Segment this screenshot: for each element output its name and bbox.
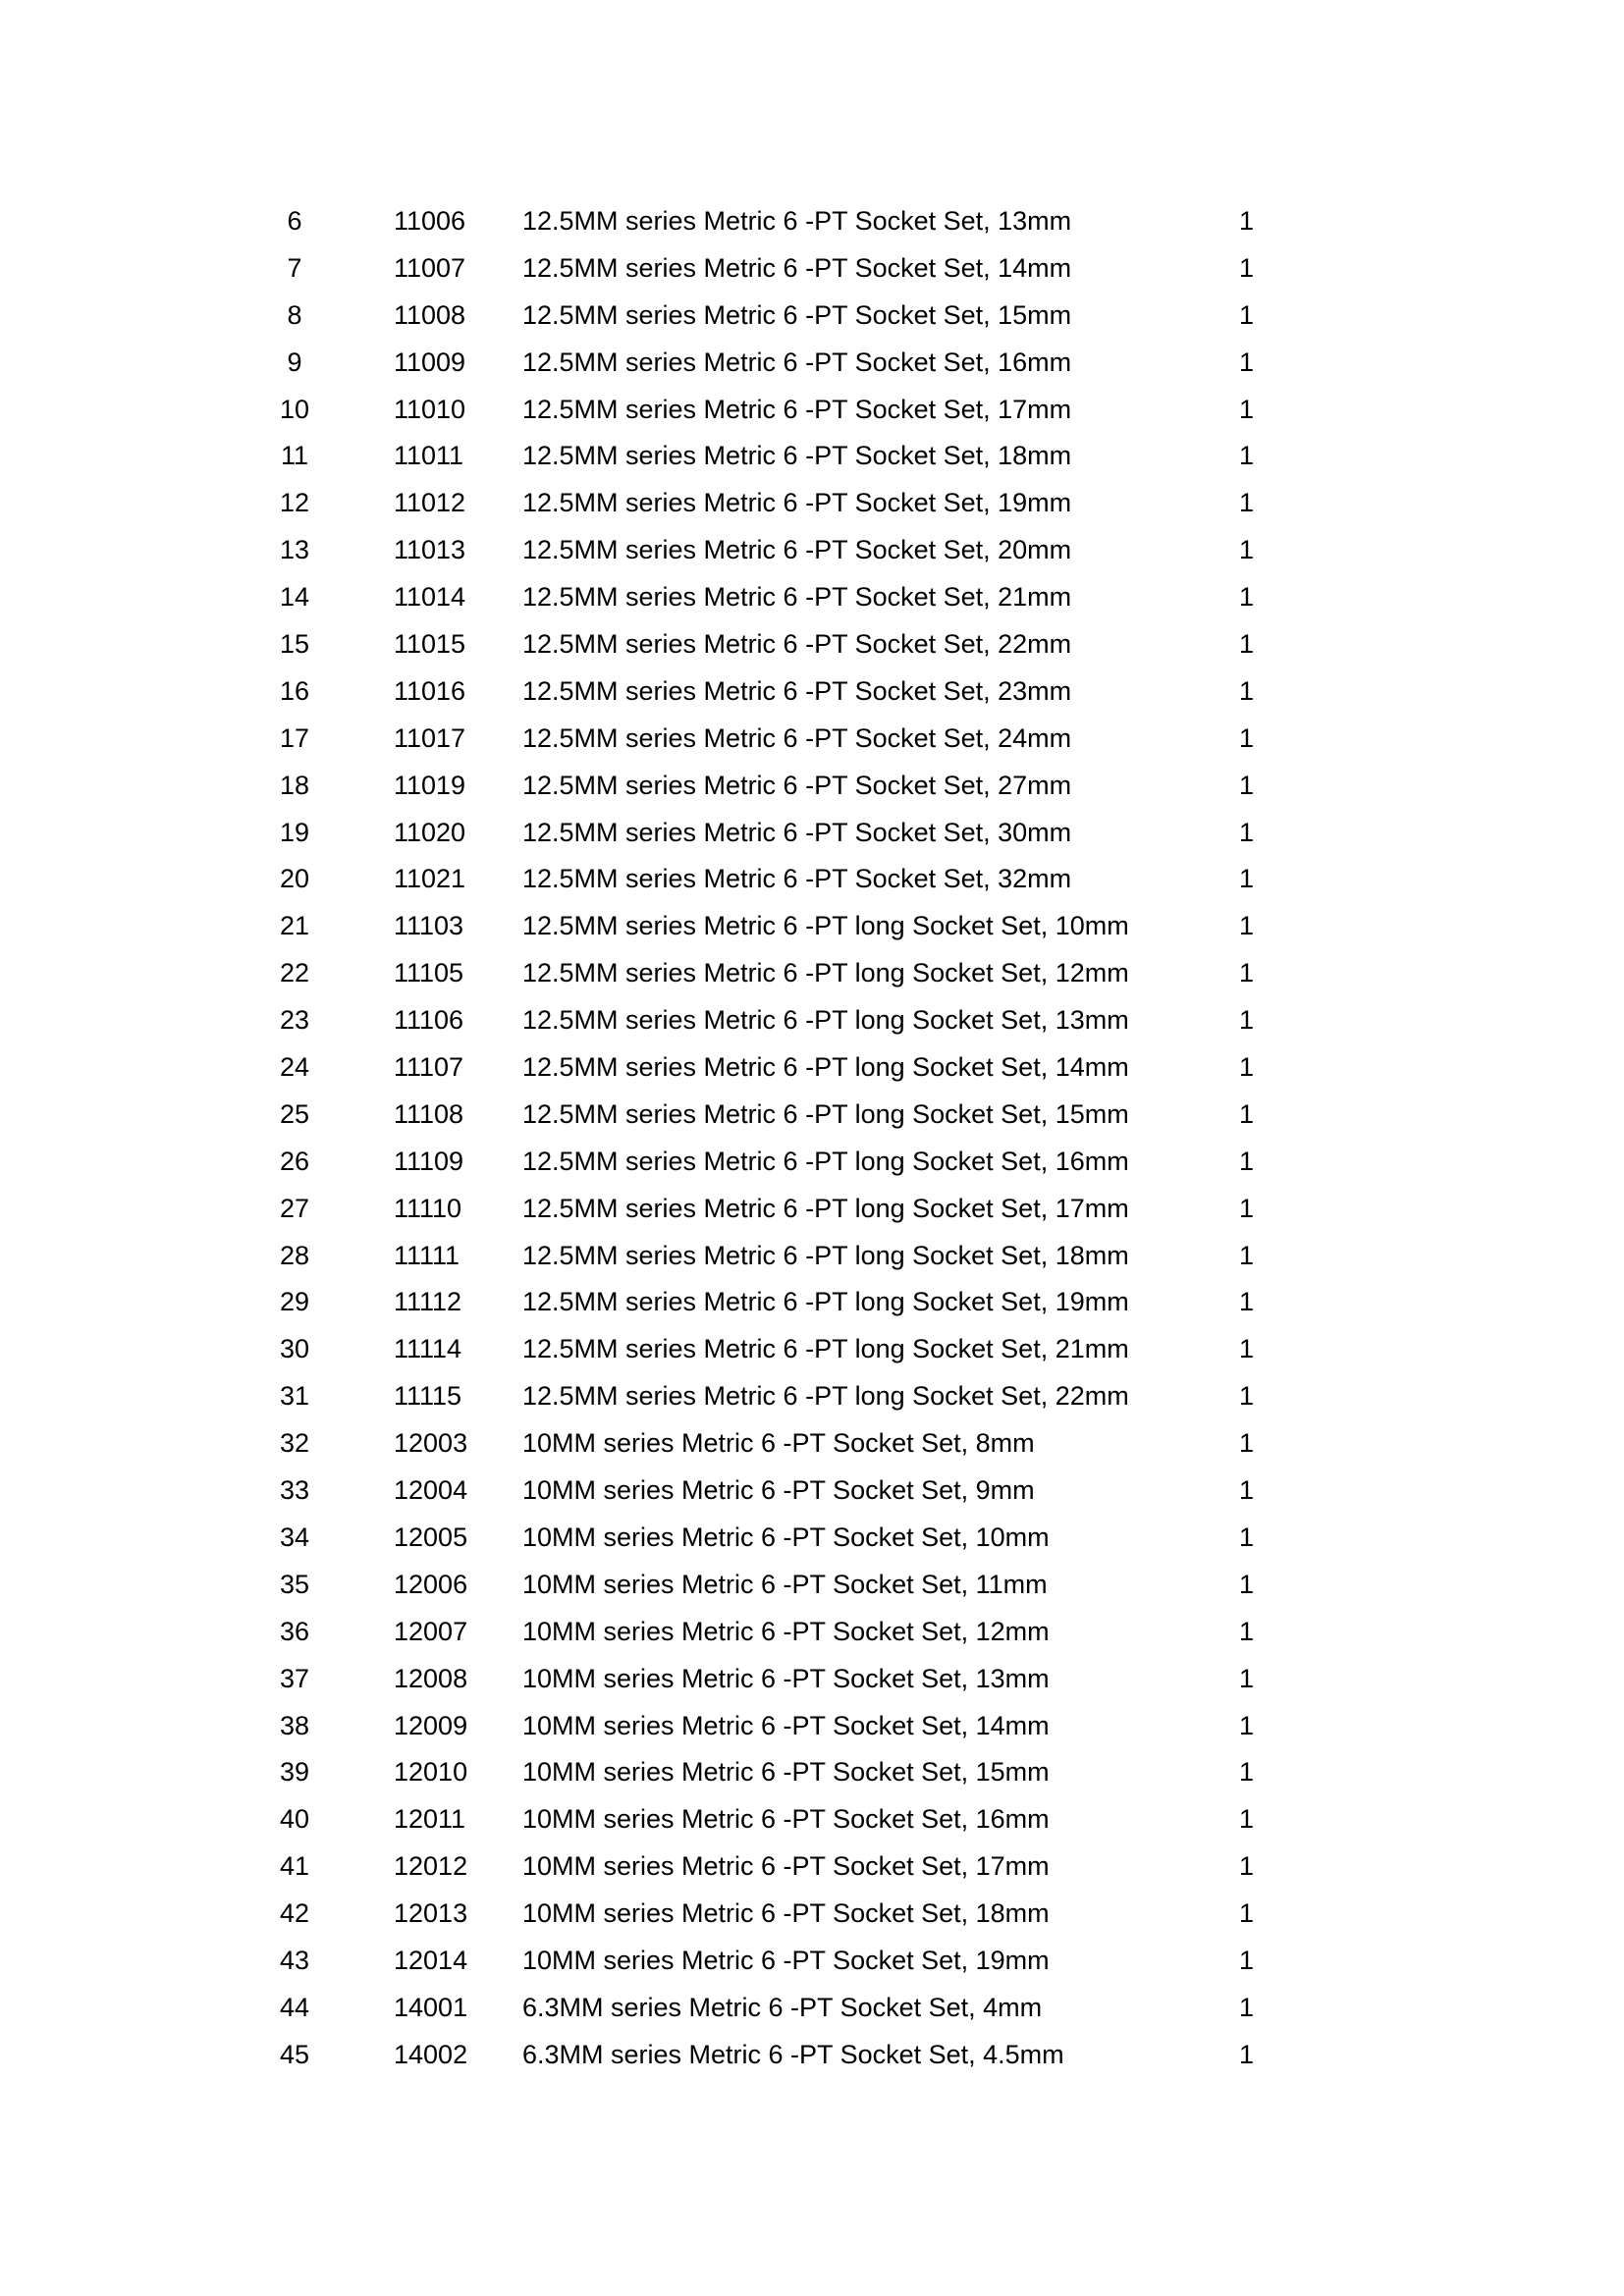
item-number: 32 [279, 1428, 310, 1459]
table-row [0, 950, 1624, 997]
quantity: 1 [1239, 1098, 1255, 1129]
part-description: 12.5MM series Metric 6 -PT Socket Set, 19mm [522, 488, 1072, 518]
quantity: 1 [1239, 911, 1255, 941]
item-number: 33 [279, 1475, 310, 1506]
part-description: 12.5MM series Metric 6 -PT long Socket Set, 12mm [522, 958, 1129, 988]
table-row [0, 1373, 1624, 1420]
table-row [0, 574, 1624, 621]
part-description: 12.5MM series Metric 6 -PT Socket Set, 20mm [522, 535, 1072, 565]
item-number: 6 [287, 206, 302, 236]
part-description: 12.5MM series Metric 6 -PT long Socket Set, 19mm [522, 1287, 1129, 1317]
table-row [0, 245, 1624, 293]
quantity: 1 [1239, 675, 1255, 706]
item-number: 34 [279, 1522, 310, 1552]
item-number: 35 [279, 1569, 310, 1599]
table-row [0, 997, 1624, 1044]
quantity: 1 [1239, 1804, 1255, 1835]
quantity: 1 [1239, 1334, 1255, 1364]
table-row [0, 1420, 1624, 1468]
table-row [0, 1044, 1624, 1092]
table-row [0, 198, 1624, 245]
part-description: 12.5MM series Metric 6 -PT Socket Set, 15mm [522, 299, 1072, 330]
part-description: 10MM series Metric 6 -PT Socket Set, 18mm [522, 1898, 1050, 1929]
part-description: 12.5MM series Metric 6 -PT long Socket Set, 22mm [522, 1381, 1129, 1412]
quantity: 1 [1239, 817, 1255, 847]
item-number: 44 [279, 1992, 310, 2022]
part-description: 10MM series Metric 6 -PT Socket Set, 10mm [522, 1522, 1050, 1552]
quantity: 1 [1239, 722, 1255, 753]
part-code: 12013 [394, 1898, 468, 1929]
part-code: 14001 [394, 1992, 468, 2022]
table-row [0, 716, 1624, 763]
part-code: 12006 [394, 1569, 468, 1599]
item-number: 25 [279, 1098, 310, 1129]
item-number: 36 [279, 1616, 310, 1646]
item-number: 23 [279, 1005, 310, 1036]
part-code: 12008 [394, 1663, 468, 1693]
part-code: 11016 [394, 675, 466, 706]
part-code: 12007 [394, 1616, 468, 1646]
table-row [0, 1233, 1624, 1280]
item-number: 38 [279, 1710, 310, 1740]
quantity: 1 [1239, 770, 1255, 800]
part-code: 11115 [394, 1381, 462, 1412]
quantity: 1 [1239, 1193, 1255, 1223]
table-row [0, 1938, 1624, 1985]
item-number: 27 [279, 1193, 310, 1223]
item-number: 17 [279, 722, 310, 753]
quantity: 1 [1239, 394, 1255, 424]
item-number: 12 [279, 488, 310, 518]
part-code: 11015 [394, 629, 466, 660]
table-row [0, 1609, 1624, 1656]
table-row [0, 621, 1624, 668]
part-code: 11012 [394, 488, 466, 518]
part-description: 12.5MM series Metric 6 -PT long Socket Set, 13mm [522, 1005, 1129, 1036]
quantity: 1 [1239, 864, 1255, 894]
quantity: 1 [1239, 1945, 1255, 1975]
table-row [0, 527, 1624, 574]
part-code: 11006 [394, 206, 466, 236]
part-description: 12.5MM series Metric 6 -PT long Socket Set, 14mm [522, 1052, 1129, 1083]
item-number: 29 [279, 1287, 310, 1317]
item-number: 14 [279, 582, 310, 613]
part-description: 12.5MM series Metric 6 -PT Socket Set, 13mm [522, 206, 1072, 236]
item-number: 40 [279, 1804, 310, 1835]
item-number: 18 [279, 770, 310, 800]
part-code: 11021 [394, 864, 466, 894]
quantity: 1 [1239, 1522, 1255, 1552]
table-row [0, 856, 1624, 903]
part-description: 12.5MM series Metric 6 -PT Socket Set, 17mm [522, 394, 1072, 424]
part-code: 12003 [394, 1428, 468, 1459]
item-number: 19 [279, 817, 310, 847]
part-description: 10MM series Metric 6 -PT Socket Set, 9mm [522, 1475, 1035, 1506]
item-number: 7 [287, 252, 302, 283]
table-row [0, 1515, 1624, 1562]
table-row [0, 1656, 1624, 1703]
parts-list-table [0, 198, 1624, 2079]
part-code: 11103 [394, 911, 464, 941]
part-code: 11014 [394, 582, 466, 613]
item-number: 26 [279, 1146, 310, 1176]
part-code: 11010 [394, 394, 466, 424]
part-description: 12.5MM series Metric 6 -PT Socket Set, 32mm [522, 864, 1072, 894]
part-code: 11106 [394, 1005, 464, 1036]
item-number: 9 [287, 347, 302, 377]
table-row [0, 1326, 1624, 1373]
part-code: 11114 [394, 1334, 462, 1364]
quantity: 1 [1239, 1146, 1255, 1176]
item-number: 10 [279, 394, 310, 424]
part-description: 12.5MM series Metric 6 -PT Socket Set, 18mm [522, 441, 1072, 471]
part-code: 11011 [394, 441, 464, 471]
quantity: 1 [1239, 1898, 1255, 1929]
part-description: 12.5MM series Metric 6 -PT Socket Set, 23mm [522, 675, 1072, 706]
quantity: 1 [1239, 488, 1255, 518]
part-code: 11019 [394, 770, 466, 800]
item-number: 31 [279, 1381, 310, 1412]
part-code: 11108 [394, 1098, 464, 1129]
quantity: 1 [1239, 1851, 1255, 1882]
quantity: 1 [1239, 1569, 1255, 1599]
quantity: 1 [1239, 1663, 1255, 1693]
table-row [0, 1843, 1624, 1891]
table-row [0, 810, 1624, 857]
quantity: 1 [1239, 582, 1255, 613]
part-description: 12.5MM series Metric 6 -PT Socket Set, 27mm [522, 770, 1072, 800]
part-description: 10MM series Metric 6 -PT Socket Set, 17mm [522, 1851, 1050, 1882]
table-row [0, 387, 1624, 434]
item-number: 39 [279, 1757, 310, 1788]
table-row [0, 1985, 1624, 2032]
part-code: 12011 [394, 1804, 466, 1835]
quantity: 1 [1239, 1710, 1255, 1740]
table-row [0, 293, 1624, 340]
quantity: 1 [1239, 299, 1255, 330]
part-description: 10MM series Metric 6 -PT Socket Set, 15mm [522, 1757, 1050, 1788]
table-row [0, 340, 1624, 387]
part-description: 12.5MM series Metric 6 -PT long Socket Set, 10mm [522, 911, 1129, 941]
part-description: 12.5MM series Metric 6 -PT long Socket Set, 15mm [522, 1098, 1129, 1129]
table-row [0, 1703, 1624, 1750]
quantity: 1 [1239, 441, 1255, 471]
part-description: 12.5MM series Metric 6 -PT long Socket Set, 21mm [522, 1334, 1129, 1364]
item-number: 22 [279, 958, 310, 988]
quantity: 1 [1239, 1287, 1255, 1317]
part-description: 10MM series Metric 6 -PT Socket Set, 13mm [522, 1663, 1050, 1693]
item-number: 43 [279, 1945, 310, 1975]
part-code: 11111 [394, 1240, 460, 1270]
part-code: 14002 [394, 2039, 468, 2069]
quantity: 1 [1239, 1616, 1255, 1646]
item-number: 45 [279, 2039, 310, 2069]
item-number: 21 [279, 911, 310, 941]
part-description: 6.3MM series Metric 6 -PT Socket Set, 4.5mm [522, 2039, 1064, 2069]
item-number: 20 [279, 864, 310, 894]
quantity: 1 [1239, 206, 1255, 236]
part-description: 10MM series Metric 6 -PT Socket Set, 12mm [522, 1616, 1050, 1646]
item-number: 42 [279, 1898, 310, 1929]
part-code: 12004 [394, 1475, 468, 1506]
quantity: 1 [1239, 2039, 1255, 2069]
part-description: 10MM series Metric 6 -PT Socket Set, 11mm [522, 1569, 1048, 1599]
table-row [0, 2032, 1624, 2079]
part-code: 11107 [394, 1052, 464, 1083]
part-description: 10MM series Metric 6 -PT Socket Set, 16mm [522, 1804, 1050, 1835]
quantity: 1 [1239, 347, 1255, 377]
item-number: 24 [279, 1052, 310, 1083]
item-number: 37 [279, 1663, 310, 1693]
part-description: 12.5MM series Metric 6 -PT long Socket Set, 17mm [522, 1193, 1129, 1223]
quantity: 1 [1239, 958, 1255, 988]
part-description: 12.5MM series Metric 6 -PT Socket Set, 21mm [522, 582, 1072, 613]
part-code: 12009 [394, 1710, 468, 1740]
part-code: 11110 [394, 1193, 462, 1223]
part-code: 11007 [394, 252, 466, 283]
item-number: 8 [287, 299, 302, 330]
part-code: 11105 [394, 958, 464, 988]
part-code: 12010 [394, 1757, 468, 1788]
table-row [0, 1092, 1624, 1139]
table-row [0, 480, 1624, 527]
part-code: 11008 [394, 299, 466, 330]
table-row [0, 1796, 1624, 1843]
table-row [0, 668, 1624, 716]
part-description: 12.5MM series Metric 6 -PT long Socket Set, 18mm [522, 1240, 1129, 1270]
item-number: 13 [279, 535, 310, 565]
quantity: 1 [1239, 535, 1255, 565]
item-number: 28 [279, 1240, 310, 1270]
part-description: 6.3MM series Metric 6 -PT Socket Set, 4mm [522, 1992, 1043, 2022]
part-description: 12.5MM series Metric 6 -PT Socket Set, 24mm [522, 722, 1072, 753]
part-code: 11009 [394, 347, 466, 377]
quantity: 1 [1239, 252, 1255, 283]
part-description: 12.5MM series Metric 6 -PT Socket Set, 16mm [522, 347, 1072, 377]
quantity: 1 [1239, 1381, 1255, 1412]
part-description: 12.5MM series Metric 6 -PT long Socket Set, 16mm [522, 1146, 1129, 1176]
part-description: 10MM series Metric 6 -PT Socket Set, 19mm [522, 1945, 1050, 1975]
table-row [0, 1468, 1624, 1515]
quantity: 1 [1239, 1052, 1255, 1083]
part-code: 12005 [394, 1522, 468, 1552]
table-row [0, 1562, 1624, 1609]
item-number: 16 [279, 675, 310, 706]
quantity: 1 [1239, 1240, 1255, 1270]
part-description: 10MM series Metric 6 -PT Socket Set, 14mm [522, 1710, 1050, 1740]
table-row [0, 1279, 1624, 1326]
item-number: 41 [279, 1851, 310, 1882]
part-description: 12.5MM series Metric 6 -PT Socket Set, 22mm [522, 629, 1072, 660]
table-row [0, 433, 1624, 480]
part-code: 12012 [394, 1851, 468, 1882]
table-row [0, 1186, 1624, 1233]
item-number: 11 [280, 441, 309, 471]
part-code: 11017 [394, 722, 466, 753]
quantity: 1 [1239, 1757, 1255, 1788]
table-row [0, 1139, 1624, 1186]
quantity: 1 [1239, 1005, 1255, 1036]
part-code: 11020 [394, 817, 466, 847]
table-row [0, 1749, 1624, 1796]
table-row [0, 1891, 1624, 1938]
part-code: 11109 [394, 1146, 464, 1176]
table-row [0, 903, 1624, 950]
part-code: 11013 [394, 535, 466, 565]
quantity: 1 [1239, 629, 1255, 660]
part-description: 12.5MM series Metric 6 -PT Socket Set, 30mm [522, 817, 1072, 847]
part-description: 10MM series Metric 6 -PT Socket Set, 8mm [522, 1428, 1035, 1459]
part-description: 12.5MM series Metric 6 -PT Socket Set, 14mm [522, 252, 1072, 283]
table-row [0, 763, 1624, 810]
quantity: 1 [1239, 1428, 1255, 1459]
part-code: 12014 [394, 1945, 468, 1975]
part-code: 11112 [394, 1287, 462, 1317]
item-number: 30 [279, 1334, 310, 1364]
item-number: 15 [279, 629, 310, 660]
quantity: 1 [1239, 1992, 1255, 2022]
quantity: 1 [1239, 1475, 1255, 1506]
